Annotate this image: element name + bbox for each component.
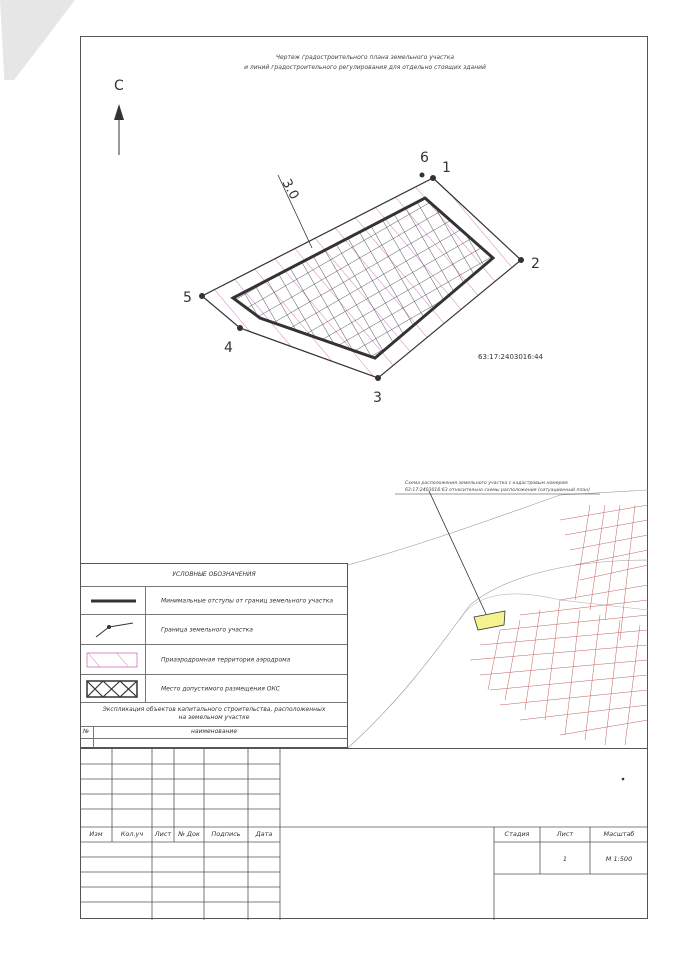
legend-title: УСЛОВНЫЕ ОБОЗНАЧЕНИЯ [172, 571, 256, 578]
stamp-sheet-value: 1 [562, 855, 568, 863]
cadastral-number: 63:17:2403016:44 [478, 353, 543, 361]
vertex-1 [430, 175, 436, 181]
legend-label-airfield: Приаэродромная территория аэродрома [161, 656, 291, 663]
north-arrow [114, 104, 124, 155]
point-label-2: 2 [531, 256, 540, 272]
explication-col-number: № [83, 728, 90, 735]
legend-row-setbacks [81, 586, 347, 614]
vertex-4 [237, 325, 243, 331]
stamp-header-izm: Изм [89, 830, 103, 838]
vertex-3 [375, 375, 381, 381]
legend-row-oks [81, 674, 347, 702]
legend-panel [80, 563, 348, 748]
stamp-header-podpis: Подпись [211, 830, 241, 838]
vertex-2 [518, 257, 524, 263]
scan-corner-fold [0, 0, 80, 80]
legend-row-airfield [81, 644, 347, 674]
inset-caption-line2: 63:17:2403016:63 относительно схемы расположения (ситуационный план) [405, 488, 591, 493]
point-label-1: 1 [442, 160, 451, 176]
inset-caption-line1: Схема расположения земельного участка с кадастровым номером [405, 481, 568, 486]
point-label-6: 6 [420, 150, 429, 166]
stamp-header-list: Лист [154, 830, 172, 838]
title-block [80, 748, 648, 920]
stamp-header-koluch: Кол.уч [120, 830, 144, 838]
vertex-5 [199, 293, 205, 299]
vertex-6 [420, 173, 425, 178]
drawing-title-line2: и линий градостроительного регулирования для отдельно стоящих зданий [244, 64, 486, 71]
point-label-5: 5 [183, 290, 192, 306]
legend-row-boundary [81, 614, 347, 644]
inset-parcel-highlight [474, 611, 505, 630]
setback-label: 3.0 [278, 176, 302, 203]
explication-title: Экспликация объектов капитального строительства, расположенных на земельном участке [102, 706, 326, 721]
inset-situation-plan [348, 490, 648, 748]
drawing-title-line1: Чертеж градостроительного плана земельного участка [275, 54, 455, 61]
legend-label-setbacks: Минимальные отступы от границ земельного участка [161, 597, 333, 604]
point-label-4: 4 [224, 340, 233, 356]
stamp-header-sheet: Лист [556, 830, 574, 838]
explication-col-name: наименование [190, 728, 238, 735]
north-label: С [114, 78, 124, 94]
legend-label-oks: Место допустимого размещения ОКС [161, 685, 280, 692]
stamp-header-data: Дата [255, 830, 273, 838]
point-label-3: 3 [373, 390, 382, 406]
legend-label-boundary: Граница земельного участка [161, 626, 253, 633]
stamp-header-scale: Масштаб [603, 830, 635, 838]
stamp-header-ndok: № Док [178, 830, 200, 838]
stamp-scale-value: М 1:500 [605, 855, 633, 863]
stamp-header-stadiya: Стадия [504, 830, 530, 838]
